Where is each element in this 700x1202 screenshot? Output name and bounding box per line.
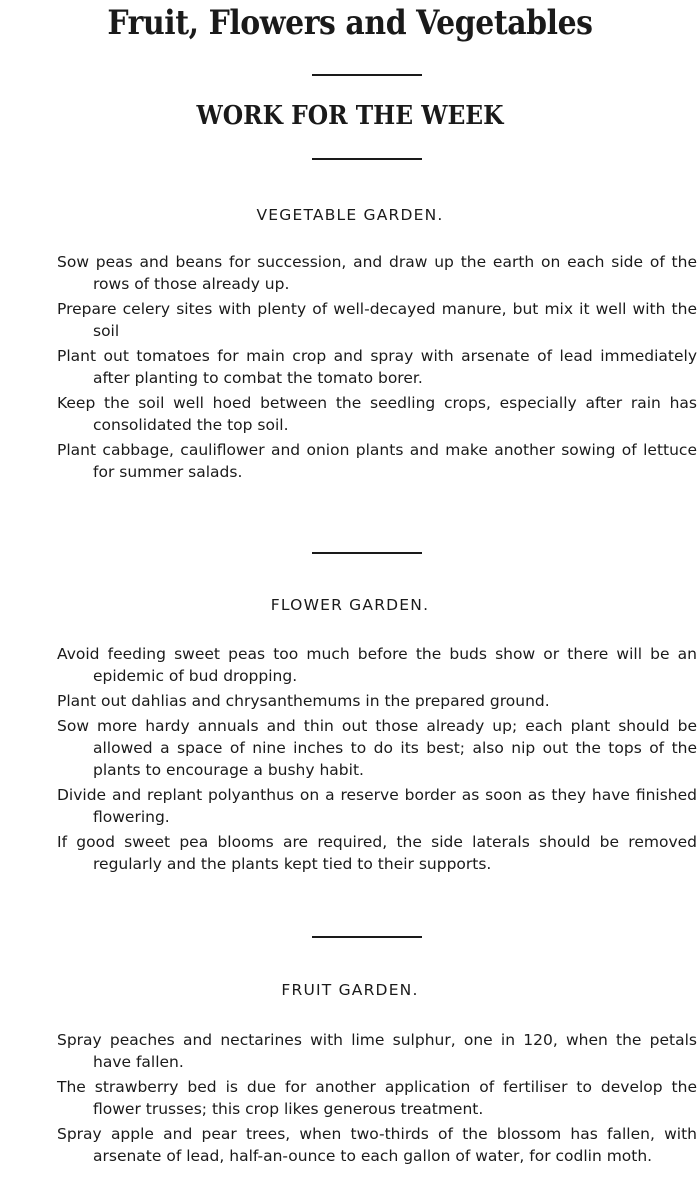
page-title: Fruit, Flowers and Vegetables bbox=[107, 3, 593, 43]
list-item: Spray apple and pear trees, when two-thirds of the blossom has fallen, with arsenate of lead, half-an-ounce to each gallon of water, for codlin moth. bbox=[57, 1125, 697, 1165]
vegetable-garden-heading: VEGETABLE GARDEN. bbox=[256, 206, 444, 224]
list-item: Keep the soil well hoed between the seedling crops, especially after rain has consolidated the top soil. bbox=[57, 394, 697, 434]
flower-garden-list bbox=[57, 643, 697, 878]
page-subtitle: WORK FOR THE WEEK bbox=[196, 101, 504, 131]
list-item: Avoid feeding sweet peas too much before the buds show or there will be an epidemic of bud dropping. bbox=[57, 645, 697, 685]
list-item: Divide and replant polyanthus on a reserve border as soon as they have finished flowering. bbox=[57, 786, 697, 826]
flower-garden-heading: FLOWER GARDEN. bbox=[270, 596, 430, 614]
list-item: Plant cabbage, cauliflower and onion plants and make another sowing of lettuce for summer salads. bbox=[57, 441, 697, 481]
list-item: Prepare celery sites with plenty of well-decayed manure, but mix it well with the soil bbox=[57, 300, 697, 340]
section-divider bbox=[312, 552, 422, 554]
vegetable-garden-list bbox=[57, 251, 697, 486]
subtitle-divider bbox=[312, 158, 422, 160]
title-divider bbox=[312, 74, 422, 76]
list-item: Plant out tomatoes for main crop and spray with arsenate of lead immediately after planting to combat the tomato borer. bbox=[57, 347, 697, 387]
list-item: If good sweet pea blooms are required, the side laterals should be removed regularly and the plants kept tied to their supports. bbox=[57, 833, 697, 873]
list-item: The strawberry bed is due for another application of fertiliser to develop the flower trusses; this crop likes generous treatment. bbox=[57, 1078, 697, 1118]
fruit-garden-list bbox=[57, 1029, 697, 1170]
fruit-garden-heading: FRUIT GARDEN. bbox=[281, 981, 419, 999]
list-item: Plant out dahlias and chrysanthemums in the prepared ground. bbox=[57, 692, 550, 710]
list-item: Sow more hardy annuals and thin out those already up; each plant should be allowed a space of nine inches to do its best; also nip out the tops of the plants to encourage a bushy habit. bbox=[57, 717, 697, 779]
list-item: Sow peas and beans for succession, and draw up the earth on each side of the rows of those already up. bbox=[57, 253, 697, 293]
section-divider bbox=[312, 936, 422, 938]
list-item: Spray peaches and nectarines with lime sulphur, one in 120, when the petals have fallen. bbox=[57, 1031, 697, 1071]
